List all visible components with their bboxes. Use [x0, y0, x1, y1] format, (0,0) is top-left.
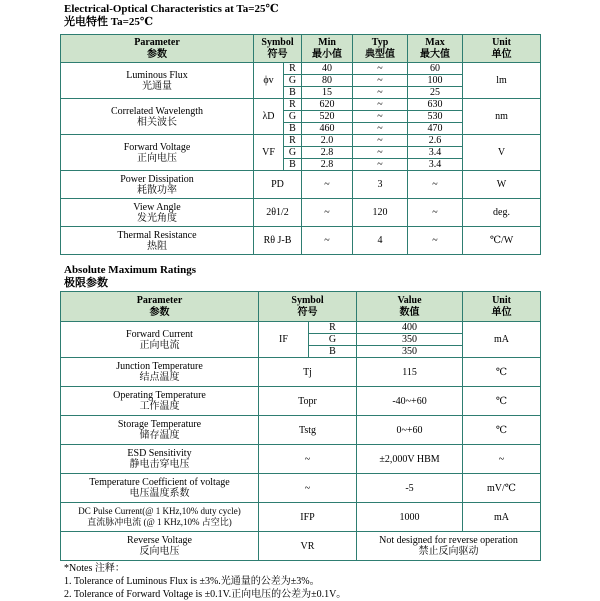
unit-header: Unit 单位	[463, 292, 541, 322]
max-cell: 3.4	[408, 147, 463, 159]
angle-symbol: 2θ1/2	[254, 199, 302, 227]
min-cell: 620	[302, 99, 353, 111]
am-title-cn: 极限参数	[64, 277, 108, 289]
tempco-param: Temperature Coefficient of voltage 电压温度系数	[61, 474, 259, 503]
table-row	[61, 322, 541, 334]
reverse-value: Not designed for reverse operation 禁止反向驱动	[357, 532, 541, 561]
am-title-en: Absolute Maximum Ratings	[64, 264, 197, 276]
color-cell: R	[284, 63, 302, 75]
table-row	[61, 532, 541, 561]
value-cell: 0~+60	[357, 416, 463, 445]
max-cell: 100	[408, 75, 463, 87]
unit-cell: ℃	[463, 387, 541, 416]
color-cell: G	[309, 334, 357, 346]
typ-cell: ~	[353, 99, 408, 111]
typ-cell: 4	[353, 227, 408, 255]
value-cell: -40~+60	[357, 387, 463, 416]
unit-cell: deg.	[463, 199, 541, 227]
unit-cell: W	[463, 171, 541, 199]
max-cell: 60	[408, 63, 463, 75]
max-cell: ~	[408, 171, 463, 199]
flux-unit: lm	[463, 63, 541, 99]
min-cell: 15	[302, 87, 353, 99]
color-cell: G	[284, 111, 302, 123]
color-cell: B	[284, 123, 302, 135]
operating-param: Operating Temperature 工作温度	[61, 387, 259, 416]
am-table	[60, 291, 541, 561]
typ-cell: ~	[353, 63, 408, 75]
max-cell: 630	[408, 99, 463, 111]
current-param: Forward Current 正向电流	[61, 322, 259, 358]
table-row	[61, 474, 541, 503]
thermal-param: Thermal Resistance 热阻	[61, 227, 254, 255]
eo-header-row	[61, 35, 541, 63]
notes-title: *Notes 注释：	[64, 563, 125, 574]
vf-param: Forward Voltage 正向电压	[61, 135, 254, 171]
operating-symbol: Topr	[259, 387, 357, 416]
color-cell: G	[284, 75, 302, 87]
color-cell: R	[309, 322, 357, 334]
power-symbol: PD	[254, 171, 302, 199]
vf-symbol: VF	[254, 135, 284, 171]
typ-cell: 3	[353, 171, 408, 199]
junction-symbol: Tj	[259, 358, 357, 387]
vf-unit: V	[463, 135, 541, 171]
eo-table	[60, 34, 541, 255]
value-cell: 350	[357, 334, 463, 346]
min-cell: 2.0	[302, 135, 353, 147]
color-cell: R	[284, 99, 302, 111]
max-cell: ~	[408, 227, 463, 255]
current-unit: mA	[463, 322, 541, 358]
unit-cell: ℃	[463, 358, 541, 387]
color-cell: B	[284, 159, 302, 171]
typ-cell: ~	[353, 159, 408, 171]
storage-symbol: Tstg	[259, 416, 357, 445]
min-cell: ~	[302, 227, 353, 255]
value-cell: 115	[357, 358, 463, 387]
value-cell: -5	[357, 474, 463, 503]
table-row	[61, 227, 541, 255]
reverse-symbol: VR	[259, 532, 357, 561]
wave-unit: nm	[463, 99, 541, 135]
unit-cell: ℃	[463, 416, 541, 445]
value-cell: 1000	[357, 503, 463, 532]
param-header: Parameter 参数	[61, 292, 259, 322]
min-header: Min 最小值	[302, 35, 353, 63]
table-row	[61, 503, 541, 532]
table-row	[61, 199, 541, 227]
typ-cell: ~	[353, 111, 408, 123]
eo-title-en: Electrical-Optical Characteristics at Ta=25℃	[64, 3, 279, 15]
typ-header: Typ 典型值	[353, 35, 408, 63]
pulse-param: DC Pulse Current(@ 1 KHz,10% duty cycle) 直流脉冲电流 (@ 1 KHz,10% 占空比)	[61, 503, 259, 532]
table-row	[61, 135, 541, 147]
max-header: Max 最大值	[408, 35, 463, 63]
note-2: 2. Tolerance of Forward Voltage is ±0.1V.正向电压的公差为±0.1V。	[64, 589, 347, 600]
typ-cell: ~	[353, 87, 408, 99]
table-row	[61, 387, 541, 416]
typ-cell: ~	[353, 123, 408, 135]
table-row	[61, 445, 541, 474]
typ-cell: 120	[353, 199, 408, 227]
storage-param: Storage Temperature 储存温度	[61, 416, 259, 445]
tempco-symbol: ~	[259, 474, 357, 503]
min-cell: 2.8	[302, 159, 353, 171]
table-row	[61, 416, 541, 445]
unit-cell: mA	[463, 503, 541, 532]
angle-param: View Angle 发光角度	[61, 199, 254, 227]
table-row	[61, 171, 541, 199]
unit-cell: mV/℃	[463, 474, 541, 503]
note-1: 1. Tolerance of Luminous Flux is ±3%.光通量的公差为±3%。	[64, 576, 320, 587]
min-cell: 460	[302, 123, 353, 135]
unit-cell: ~	[463, 445, 541, 474]
typ-cell: ~	[353, 135, 408, 147]
pulse-symbol: IFP	[259, 503, 357, 532]
min-cell: ~	[302, 171, 353, 199]
max-cell: 530	[408, 111, 463, 123]
param-header: Parameter 参数	[61, 35, 254, 63]
min-cell: 40	[302, 63, 353, 75]
symbol-header: Symbol 符号	[259, 292, 357, 322]
typ-cell: ~	[353, 147, 408, 159]
color-cell: G	[284, 147, 302, 159]
max-cell: 25	[408, 87, 463, 99]
value-cell: ±2,000V HBM	[357, 445, 463, 474]
flux-symbol: ϕv	[254, 63, 284, 99]
esd-param: ESD Sensitivity 静电击穿电压	[61, 445, 259, 474]
min-cell: 2.8	[302, 147, 353, 159]
wave-symbol: λD	[254, 99, 284, 135]
value-header: Value 数值	[357, 292, 463, 322]
table-row	[61, 358, 541, 387]
table-row	[61, 63, 541, 75]
reverse-param: Reverse Voltage 反向电压	[61, 532, 259, 561]
max-cell: 3.4	[408, 159, 463, 171]
table-row	[61, 99, 541, 111]
symbol-header: Symbol 符号	[254, 35, 302, 63]
unit-cell: ℃/W	[463, 227, 541, 255]
max-cell: ~	[408, 199, 463, 227]
min-cell: ~	[302, 199, 353, 227]
am-header-row	[61, 292, 541, 322]
color-cell: B	[284, 87, 302, 99]
typ-cell: ~	[353, 75, 408, 87]
max-cell: 2.6	[408, 135, 463, 147]
thermal-symbol: Rθ J-B	[254, 227, 302, 255]
eo-title-cn: 光电特性 Ta=25℃	[64, 16, 154, 28]
unit-header: Unit 单位	[463, 35, 541, 63]
color-cell: R	[284, 135, 302, 147]
value-cell: 350	[357, 346, 463, 358]
min-cell: 80	[302, 75, 353, 87]
max-cell: 470	[408, 123, 463, 135]
power-param: Power Dissipation 耗散功率	[61, 171, 254, 199]
min-cell: 520	[302, 111, 353, 123]
current-symbol: IF	[259, 322, 309, 358]
esd-symbol: ~	[259, 445, 357, 474]
junction-param: Junction Temperature 结点温度	[61, 358, 259, 387]
color-cell: B	[309, 346, 357, 358]
wave-param: Correlated Wavelength 相关波长	[61, 99, 254, 135]
value-cell: 400	[357, 322, 463, 334]
flux-param: Luminous Flux 光通量	[61, 63, 254, 99]
